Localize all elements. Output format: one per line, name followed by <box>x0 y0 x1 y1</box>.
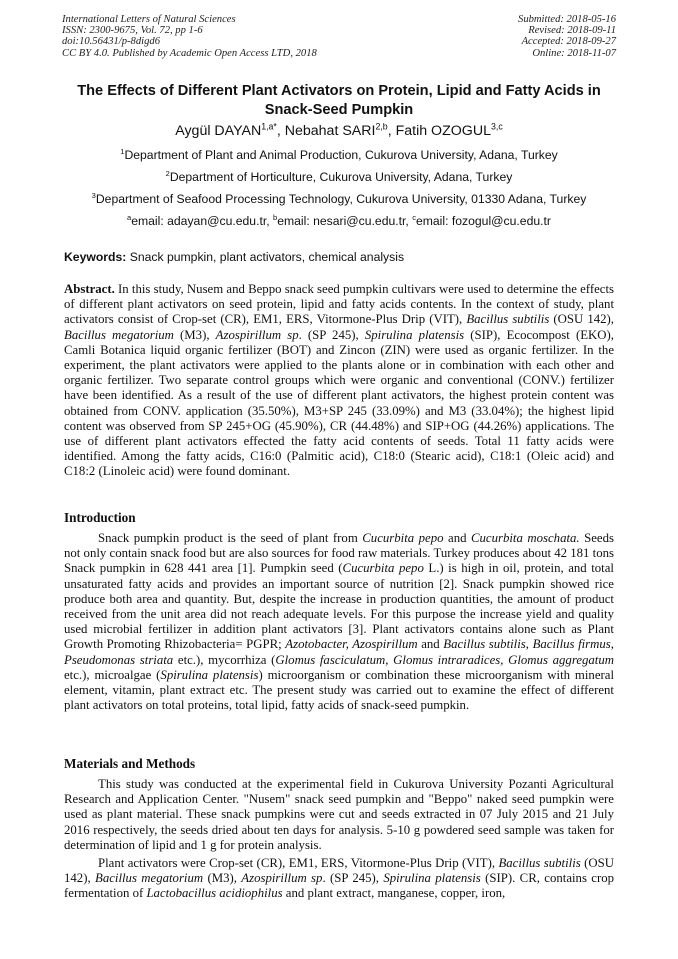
author-affiliation-mark: 1,a* <box>261 121 277 132</box>
species-name: Bacillus subtilis <box>443 637 526 652</box>
affiliation-mark: 3 <box>91 190 96 200</box>
affiliation <box>40 192 638 207</box>
paragraph-text: (M3), <box>203 871 242 886</box>
affiliation <box>40 148 638 163</box>
author-affiliation-mark: 3,c <box>490 121 503 132</box>
author-name: Nebahat SARI <box>284 123 376 139</box>
journal-license: CC BY 4.0. Published by Academic Open Access LTD, 2018 <box>62 47 317 59</box>
paragraph-text: . (SP 245), <box>322 871 384 886</box>
email-text: email: fozogul@cu.edu.tr <box>415 214 551 228</box>
species-name: Bacillus firmus, Pseudomonas striata <box>64 637 614 667</box>
author-separator: , <box>387 123 396 139</box>
species-name: Cucurbita moschata. <box>470 531 580 545</box>
paragraph-text: L.) is high in oil, protein, and total unsaturated fatty acids and provides an important source of nutrition [2]. Snack pumpkin showed rice produce both area and quantity. But, despite the increase in production quantities, the amount of product received from the unit area did not reach adequate levels. For this purpose the increase yield and quality used microbial fertilizer in addition plant activators [3]. Plant activators contains alone such as Plant Growth Promoting Rhizobacteria= PGPR; <box>64 561 614 652</box>
species-name: Spirulina platensis <box>364 327 465 342</box>
species-name: Bacillus subtilis <box>466 312 550 327</box>
email-mark: c <box>412 212 416 222</box>
paragraph-text: Seeds not only contain snack food but are also sources for food raw materials. Turkey produces about 42 181 tons Snack pumpkin in 628 441 area [1]. Pumpkin seed ( <box>64 531 614 576</box>
email-mark: a <box>127 212 132 222</box>
abstract-text: . (SP 245), <box>298 327 365 342</box>
species-name: Cucurbita pepo <box>342 561 424 576</box>
section-heading: Introduction <box>64 510 136 525</box>
species-name: Spirulina platensis <box>160 667 259 682</box>
author-name: Fatih OZOGUL <box>395 123 491 139</box>
methods-paragraph: This study was conducted at the experimental field in Cukurova University Pozanti Agricultural Research and Application Center. "Nusem" snack seed pumpkin and "Beppo" naked seed pumpkin were used as plant material. These snack pumpkins were cut and seeds extracted in 07 July 2015 and 21 July 2016 respectively, the seeds dried about ten days for analysis. 5-10 g powdered seed sample was taken for determination of lipid and 1 g for protein analysis. <box>64 777 614 852</box>
affiliation-text: Department of Plant and Animal Production, Cukurova University, Adana, Turkey <box>124 148 558 162</box>
species-name: Bacillus megatorium <box>64 327 174 342</box>
email-text: email: nesari@cu.edu.tr, <box>277 214 413 228</box>
paragraph-text: and plant extract, manganese, copper, iron, <box>282 886 506 901</box>
abstract <box>64 282 614 480</box>
species-name: Azotobacter, Azospirillum <box>285 637 418 652</box>
affiliation <box>40 170 638 185</box>
paragraph-text: , <box>525 637 533 652</box>
publication-dates <box>518 14 616 59</box>
date-online: Online: 2018-11-07 <box>532 47 616 59</box>
species-name: Spirulina platensis <box>383 871 481 886</box>
methods-paragraph <box>64 856 614 902</box>
section-heading: Materials and Methods <box>64 756 196 771</box>
affiliation-mark: 1 <box>120 146 125 156</box>
author-affiliation-mark: 2,b <box>375 121 388 132</box>
journal-doi: doi:10.56431/p-8digd6 <box>62 36 160 48</box>
paper-title: The Effects of Different Plant Activators on Protein, Lipid and Fatty Acids in Snack-Seed Pumpkin <box>77 83 601 118</box>
abstract-text: (OSU 142), <box>549 312 614 327</box>
paragraph-text: (OSU 142), <box>64 856 615 886</box>
paragraph-text: and <box>443 531 471 545</box>
species-name: Bacillus subtilis <box>498 856 581 870</box>
paragraph-text: etc.), microalgae ( <box>64 667 161 682</box>
species-name: Lactobacillus acidiophilus <box>146 886 283 901</box>
species-name: Azospirillum sp <box>241 871 323 886</box>
introduction-paragraph <box>64 531 614 713</box>
keywords-text: Snack pumpkin, plant activators, chemical analysis <box>126 250 405 264</box>
author-separator: , <box>276 123 285 139</box>
journal-info <box>62 14 317 59</box>
paragraph-text: Snack pumpkin product is the seed of plant from <box>98 531 363 545</box>
author-list <box>60 122 618 140</box>
abstract-text: In this study, Nusem and Beppo snack seed pumpkin cultivars were used to determine the effects of different plant activators on seed protein, lipid and fatty acids contents. In the context of study, plant activators consist of Crop-set (CR), EM1, ERS, Vitormone-Plus Drip (VIT), <box>64 282 614 327</box>
abstract-text: (SIP), Ecocompost (EKO), Camli Botanica liquid organic fertilizer (BOT) and Zincon (ZIN) were used as organic fertilizer. In the experiment, the plant activators were applied to the plants alone or in combination with each other and organic fertilizer. Two separate control groups which were organic and conventional (CONV.) fertilizer have been identified. As a result of the use of different plant activators, the highest protein content was obtained from CONV. application (35.50%), M3+SP 245 (33.09%) and M3 (33.04%); the highest lipid content was observed from SP 245+OG (45.90%), CR (44.48%) and SIP+OG (44.26%) applications. The use of different plant activators effected the fatty acid contents of seeds. Total 11 fatty acids were identified. Among the fatty acids, C16:0 (Palmitic acid), C18:0 (Stearic acid), C18:1 (Oleic acid) and C18:2 (Linoleic acid) were found dominant. <box>64 327 614 479</box>
date-submitted: Submitted: 2018-05-16 <box>518 14 616 25</box>
paragraph-text: and <box>417 637 444 652</box>
email-text: email: adayan@cu.edu.tr, <box>131 214 273 228</box>
abstract-text: (M3), <box>173 327 216 342</box>
species-name: Cucurbita pepo <box>362 531 444 545</box>
paragraph-text: ) microorganism or combination these microorganism with mineral element, vitamin, plant extract etc. The present study was carried out to examine the effect of different plant activators on total proteins, total lipid, fatty acids of snack-seed pumpkin. <box>64 667 615 713</box>
email-mark: b <box>273 212 278 222</box>
species-name: Glomus fasciculatum, Glomus intraradices, Glomus aggregatum <box>275 652 614 667</box>
species-name: Azospirillum sp <box>215 327 299 342</box>
keywords <box>64 250 616 265</box>
affiliation-text: Department of Seafood Processing Technology, Cukurova University, 01330 Adana, Turkey <box>95 192 587 206</box>
affiliation-text: Department of Horticulture, Cukurova University, Adana, Turkey <box>169 170 513 184</box>
affiliation-mark: 2 <box>165 168 170 178</box>
paragraph-text: etc.), mycorrhiza ( <box>173 652 276 667</box>
author-name: Aygül DAYAN <box>175 123 262 139</box>
species-name: Bacillus megatorium <box>95 871 204 886</box>
journal-name: International Letters of Natural Sciences <box>62 14 236 25</box>
paragraph-text: (SIP). CR, contains crop fermentation of <box>64 871 614 901</box>
email-list <box>40 214 638 229</box>
date-revised: Revised: 2018-09-11 <box>528 25 616 37</box>
keywords-label: Keywords: <box>64 250 127 264</box>
journal-issn: ISSN: 2300-9675, Vol. 72, pp 1-6 <box>62 25 203 37</box>
paragraph-text: Plant activators were Crop-set (CR), EM1, ERS, Vitormone-Plus Drip (VIT), <box>98 856 499 870</box>
date-accepted: Accepted: 2018-09-27 <box>521 36 616 48</box>
abstract-label: Abstract. <box>64 282 115 296</box>
